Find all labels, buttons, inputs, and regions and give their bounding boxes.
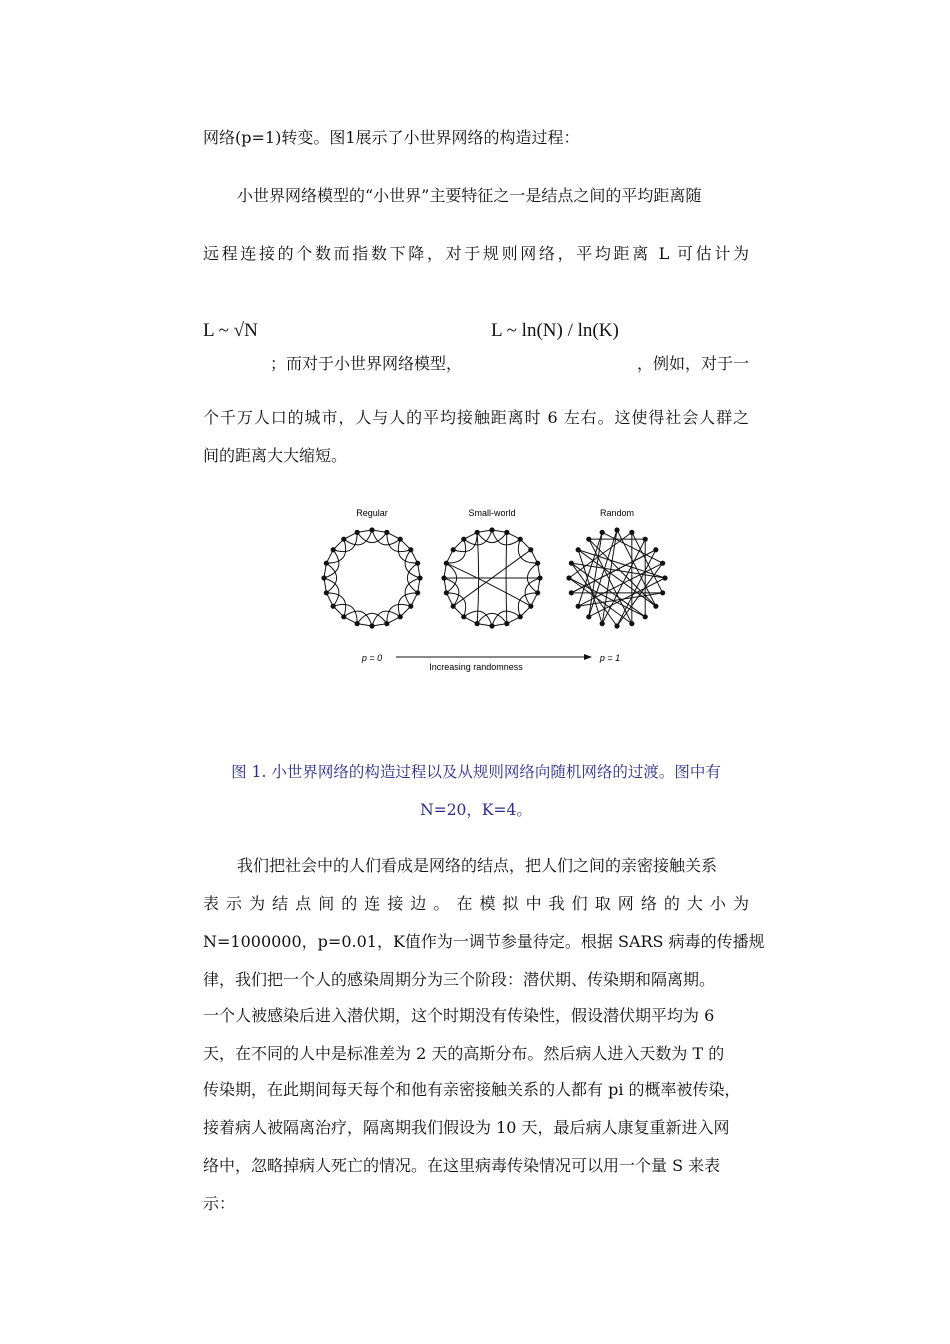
network-edge <box>578 550 656 606</box>
network-node <box>331 547 336 552</box>
body-line: 我们把社会中的人们看成是网络的结点，把人们之间的亲密接触关系 <box>237 856 718 875</box>
network-node <box>643 537 648 542</box>
network-node <box>444 590 449 595</box>
network-node <box>614 527 619 532</box>
network-edge <box>578 550 665 578</box>
network-node <box>586 614 591 619</box>
network-node <box>331 604 336 609</box>
network-edge <box>407 563 417 593</box>
network-edge <box>357 613 387 623</box>
network-node <box>324 561 329 566</box>
formula-regular: L ~ √N <box>203 320 258 341</box>
body-line: 示： <box>203 1194 236 1213</box>
network-edge <box>326 563 336 593</box>
network-node <box>384 621 389 626</box>
body-line: 天，在不同的人中是标准差为 2 天的高斯分布。然后病人进入天数为 T 的 <box>203 1044 725 1063</box>
network-node <box>660 561 665 566</box>
network-node <box>355 530 360 535</box>
body-line: 传染期，在此期间每天每个和他有亲密接触关系的人都有 pi 的概率被传染， <box>203 1080 741 1099</box>
network-node <box>518 614 523 619</box>
body-line: 接着病人被隔离治疗，隔离期我们假设为 10 天，最后病人康复重新进入网 <box>203 1118 730 1137</box>
network-node <box>489 527 494 532</box>
network-node <box>321 575 326 580</box>
body-line: 一个人被感染后进入潜伏期，这个时期没有传染性，假设潜伏期平均为 6 <box>203 1006 715 1025</box>
paragraph-line: 小世界网络模型的“小世界”主要特征之一是结点之间的平均距离随 <box>237 186 702 205</box>
body-line: 表示为结点间的连接边。在模拟中我们取网络的大小为 <box>203 894 749 913</box>
network-node <box>518 537 523 542</box>
network-node <box>369 527 374 532</box>
network-node <box>408 547 413 552</box>
network-node <box>653 547 658 552</box>
network-node <box>461 614 466 619</box>
body-line: N=1000000，p=0.01，K值作为一调节参量待定。根据 SARS 病毒的传播规 <box>203 932 765 951</box>
random-network <box>566 527 667 628</box>
paragraph-line: 远程连接的个数而指数下降，对于规则网络，平均距离 L 可估计为 <box>203 244 749 263</box>
network-node <box>417 575 422 580</box>
paragraph-line: 个千万人口的城市，人与人的平均接触距离时 6 左右。这使得社会人群之 <box>203 408 749 427</box>
network-node <box>489 623 494 628</box>
network-node <box>600 621 605 626</box>
network-node <box>535 561 540 566</box>
figure-label-random: Random <box>599 508 635 518</box>
figure-caption-line1: 图 1. 小世界网络的构造过程以及从规则网络向随机网络的过渡。图中有 <box>231 763 721 781</box>
network-edge <box>446 593 465 617</box>
network-edge <box>617 563 663 626</box>
network-node <box>528 604 533 609</box>
network-node <box>586 537 591 542</box>
regular-network <box>321 527 422 628</box>
p-one-label: p = 1 <box>599 653 621 663</box>
network-edge <box>518 539 537 563</box>
network-node <box>444 561 449 566</box>
p-zero-label: p = 0 <box>361 653 383 663</box>
network-node <box>451 547 456 552</box>
body-line: 律，我们把一个人的感染周期分为三个阶段：潜伏期、传染期和隔离期。 <box>203 970 716 989</box>
network-node <box>569 561 574 566</box>
network-node <box>415 590 420 595</box>
network-edge <box>477 613 507 623</box>
figure-label-regular: Regular <box>356 508 388 518</box>
network-node <box>415 561 420 566</box>
paragraph-line: ；而对于小世界网络模型， <box>270 354 463 373</box>
arrow-label: Increasing randomness <box>429 662 523 672</box>
network-node <box>662 575 667 580</box>
paragraph-line: ，例如，对于一 <box>636 354 749 373</box>
small-world-network <box>441 527 542 628</box>
network-node <box>643 614 648 619</box>
network-edge <box>477 532 507 542</box>
network-node <box>600 530 605 535</box>
network-edge <box>446 563 530 606</box>
network-node <box>528 547 533 552</box>
network-node <box>398 614 403 619</box>
network-edge <box>617 550 656 626</box>
network-node <box>324 590 329 595</box>
formula-smallworld: L ~ ln(N) / ln(K) <box>491 320 619 341</box>
network-node <box>660 590 665 595</box>
small-world-figure <box>300 500 670 680</box>
network-node <box>504 530 509 535</box>
network-node <box>576 604 581 609</box>
paragraph-line: 网络(p=1)转变。图1展示了小世界网络的构造过程： <box>203 128 580 147</box>
body-line: 络中，忽略掉病人死亡的情况。在这里病毒传染情况可以用一个量 S 来表 <box>203 1156 721 1175</box>
network-node <box>408 604 413 609</box>
network-node <box>653 604 658 609</box>
paragraph-line: 间的距离大大缩短。 <box>203 446 348 465</box>
network-node <box>535 590 540 595</box>
network-node <box>341 614 346 619</box>
figure-label-smallworld: Small-world <box>468 508 516 518</box>
arrow-head <box>584 654 592 660</box>
network-edge <box>357 532 387 542</box>
network-node <box>566 575 571 580</box>
network-node <box>461 537 466 542</box>
network-node <box>341 537 346 542</box>
network-node <box>576 547 581 552</box>
network-node <box>384 530 389 535</box>
network-node <box>355 621 360 626</box>
figure-caption-line2: N=20，K=4。 <box>420 801 532 819</box>
network-node <box>398 537 403 542</box>
network-node <box>475 530 480 535</box>
network-node <box>537 575 542 580</box>
network-node <box>629 530 634 535</box>
network-node <box>504 621 509 626</box>
network-node <box>569 590 574 595</box>
network-node <box>614 623 619 628</box>
network-node <box>369 623 374 628</box>
network-node <box>629 621 634 626</box>
network-node <box>451 604 456 609</box>
network-node <box>475 621 480 626</box>
network-node <box>441 575 446 580</box>
